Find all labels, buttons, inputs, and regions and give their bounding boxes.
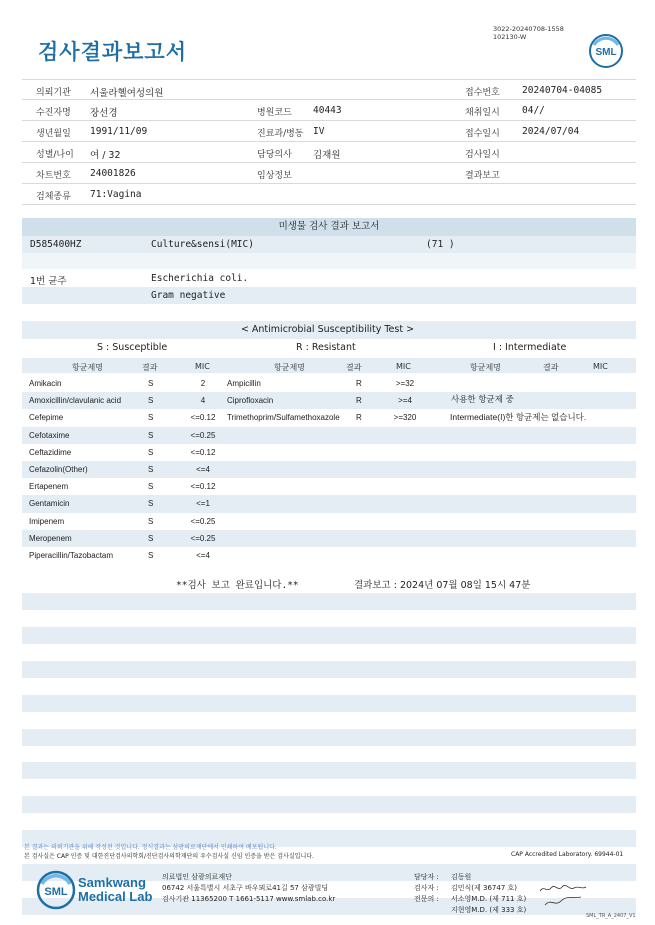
brand-name [78,876,152,904]
ast-col1-mic: <=1 [196,499,210,509]
info-row-institution [22,79,636,100]
empty-band [22,593,636,610]
name-label: 수진자명 [36,108,71,118]
dept-value: IV [313,126,325,137]
col3-mic-header: MIC [593,362,608,371]
sex-age-label: 성별/나이 [36,150,74,160]
specialist-1: 서소영M.D. (제 711 호) [451,895,527,903]
ast-col1-mic: <=0.12 [190,413,216,423]
ast-col2-mic: >=320 [393,413,417,423]
receipt-date-label: 접수일시 [465,129,500,139]
doctor-value: 김재원 [313,150,341,161]
collect-date-label: 채취일시 [465,108,500,118]
ast-col2-drug: Ciprofloxacin [227,396,274,406]
test-no: (71 ) [426,239,455,250]
collect-date-value: 04// [522,105,545,116]
org-name: 의료법인 삼광의료재단 [162,873,232,881]
birth-label: 생년월일 [36,129,71,139]
ast-col1-result: S [148,499,154,509]
specialist-signature [543,894,583,913]
ast-col2-mic: >=32 [395,379,415,388]
ast-row-band [22,478,636,495]
footer-notice: 본 결과는 의뢰기관을 위해 작성된 것입니다. 정식결과는 삼광의료재단에서 인쇄하여 배포됩니다. [24,844,277,851]
ast-row-band [22,530,636,547]
specialist-label: 전문의 : [414,895,439,903]
ast-col1-result: S [148,447,154,457]
cap-accreditation: CAP Accredited Laboratory. 69944-01 [511,851,624,858]
ast-col1-drug: Piperacillin/Tazobactam [29,551,114,560]
empty-band [22,695,636,712]
ast-row-band [22,513,636,530]
hospital-code-label: 병원코드 [257,108,292,118]
brand-line2: Medical Lab [78,889,153,904]
ast-row-band [22,547,636,564]
receipt-no-value: 20240704-04085 [522,85,603,96]
form-code: SML_TR_A_2407_V1 [586,913,636,919]
col2-mic-header: MIC [396,362,411,371]
empty-band [22,627,636,644]
ast-row-band [22,427,636,444]
micro-section-title: 미생물 검사 결과 보고서 [22,218,636,236]
empty-band [22,796,636,813]
micro-band [22,236,636,253]
col1-drug-header: 항균제명 [72,363,103,372]
ast-col1-drug: Cefepime [29,413,64,423]
ast-col1-drug: Amoxicillin/clavulanic acid [29,396,122,406]
ast-col1-mic: 2 [200,379,206,388]
ast-col1-result: S [148,551,154,560]
organism-name: Escherichia coli. [151,273,249,284]
ast-col1-mic: <=0.12 [190,447,216,457]
legend-susceptible: S : Susceptible [97,342,168,353]
ast-col2-mic: >=4 [398,396,412,406]
brand-line1: Samkwang [78,875,146,890]
ast-col1-result: S [148,465,154,474]
ast-row-band [22,375,636,392]
sml-logo-text: SML [595,47,617,58]
doctor-label: 담당의사 [257,150,292,160]
report-timestamp: 결과보고 : 2024년 07월 08일 15시 47분 [354,580,531,591]
test-date-label: 검사일시 [465,150,500,160]
ast-col2-result: R [356,379,362,388]
name-value: 장선경 [90,108,118,119]
ast-col1-result: S [148,533,154,543]
info-row-chart [22,163,636,184]
ast-col1-mic: <=0.12 [190,482,216,492]
ast-col1-mic: <=4 [196,465,210,474]
tester-name: 김민식(제 36747 호) [451,884,517,892]
footer-accreditation: 본 검사실은 CAP 인증 및 대한진단검사의학회/진단검사의학재단의 우수검사실 신임 인증을 받은 검사실입니다. [24,853,314,860]
report-title: 검사결과보고서 [38,40,188,64]
gram-stain: Gram negative [151,290,226,301]
ast-row-band [22,495,636,512]
test-code: D585400HZ [30,239,82,250]
document-id [493,25,564,41]
ast-col1-mic: <=0.25 [190,430,216,440]
ast-col1-drug: Imipenem [29,516,65,526]
document-id-line2: 102130-W [493,33,527,41]
ast-col1-result: S [148,379,154,388]
staff-label: 담당자 : [414,873,439,881]
report-label: 결과보고 [465,171,500,181]
ast-col1-mic: <=0.25 [190,516,216,526]
ast-row-band [22,461,636,478]
ast-title: < Antimicrobial Susceptibility Test > [240,324,415,335]
ast-col1-result: S [148,413,154,423]
birth-value: 1991/11/09 [90,126,148,137]
org-address: 06742 서울특별시 서초구 바우뫼로41길 57 삼광빌딩 [162,884,329,892]
legend-intermediate: I : Intermediate [493,342,567,353]
ast-col2-result: R [356,396,362,406]
clinical-label: 임상정보 [257,171,292,181]
ast-col1-result: S [148,516,154,526]
ast-col1-drug: Cefazolin(Other) [29,465,88,474]
ast-col2-drug: Ampicillin [227,379,261,388]
institution-label: 의뢰기관 [36,88,71,98]
document-id-line1: 3022-20240708-1558 [493,25,564,33]
samkwang-logo-text: SML [44,886,68,898]
ast-col1-result: S [148,430,154,440]
ast-col2-result: R [356,413,362,423]
intermediate-note-line2: Intermediate(I)한 항균제는 없습니다. [450,412,587,422]
info-row-name [22,100,636,121]
ast-col1-result: S [148,482,154,492]
institution-value: 서울라헬여성의원 [90,88,164,99]
info-row-specimen [22,184,636,205]
completion-text: **검사 보고 완료입니다.** [176,580,299,591]
ast-col1-mic: <=0.25 [190,533,216,543]
samkwang-logo [36,870,76,910]
ast-row-band [22,444,636,461]
ast-col1-mic: <=4 [196,551,210,560]
ast-col1-drug: Ceftazidime [29,447,72,457]
staff-name: 김동원 [451,873,472,881]
ast-col1-drug: Cefotaxime [29,430,70,440]
empty-band [22,729,636,746]
test-name: Culture&sensi(MIC) [151,239,254,250]
ast-col1-drug: Ertapenem [29,482,69,492]
ast-col1-result: S [148,396,154,406]
chart-value: 24001826 [90,168,136,179]
col3-drug-header: 항균제명 [470,363,501,372]
tester-label: 검사자 : [414,884,439,892]
col1-result-header: 결과 [142,363,158,372]
dept-label: 진료과/병동 [257,129,304,139]
info-row-birth [22,121,636,142]
receipt-no-label: 접수번호 [465,88,500,98]
ast-col2-drug: Trimethoprim/Sulfamethoxazole [227,413,340,423]
org-contact: 검사기관 11365200 T 1661-5117 www.smlab.co.kr [162,895,336,903]
col2-drug-header: 항균제명 [274,363,305,372]
chart-label: 차트번호 [36,171,71,181]
empty-band [22,762,636,779]
hospital-code-value: 40443 [313,105,342,116]
specimen-value: 71:Vagina [90,189,142,200]
ast-col1-mic: 4 [200,396,206,406]
intermediate-note-line1: 사용한 항균제 중 [451,395,514,405]
organism-label: 1번 균주 [30,276,67,287]
empty-band [22,661,636,678]
col3-result-header: 결과 [543,363,559,372]
ast-col1-drug: Amikacin [29,379,62,388]
ast-col1-drug: Gentamicin [29,499,70,509]
col2-result-header: 결과 [346,363,362,372]
col1-mic-header: MIC [195,362,210,371]
legend-resistant: R : Resistant [296,342,356,353]
specialist-2: 지현영M.D. (제 333 호) [451,906,527,914]
receipt-date-value: 2024/07/04 [522,126,580,137]
micro-band-empty [22,253,636,269]
sex-age-value: 여 / 32 [90,150,121,161]
info-row-sex-age [22,142,636,163]
gram-band [22,287,636,304]
specimen-label: 검체종류 [36,192,71,202]
ast-col1-drug: Meropenem [29,533,72,543]
sml-logo [588,33,624,69]
